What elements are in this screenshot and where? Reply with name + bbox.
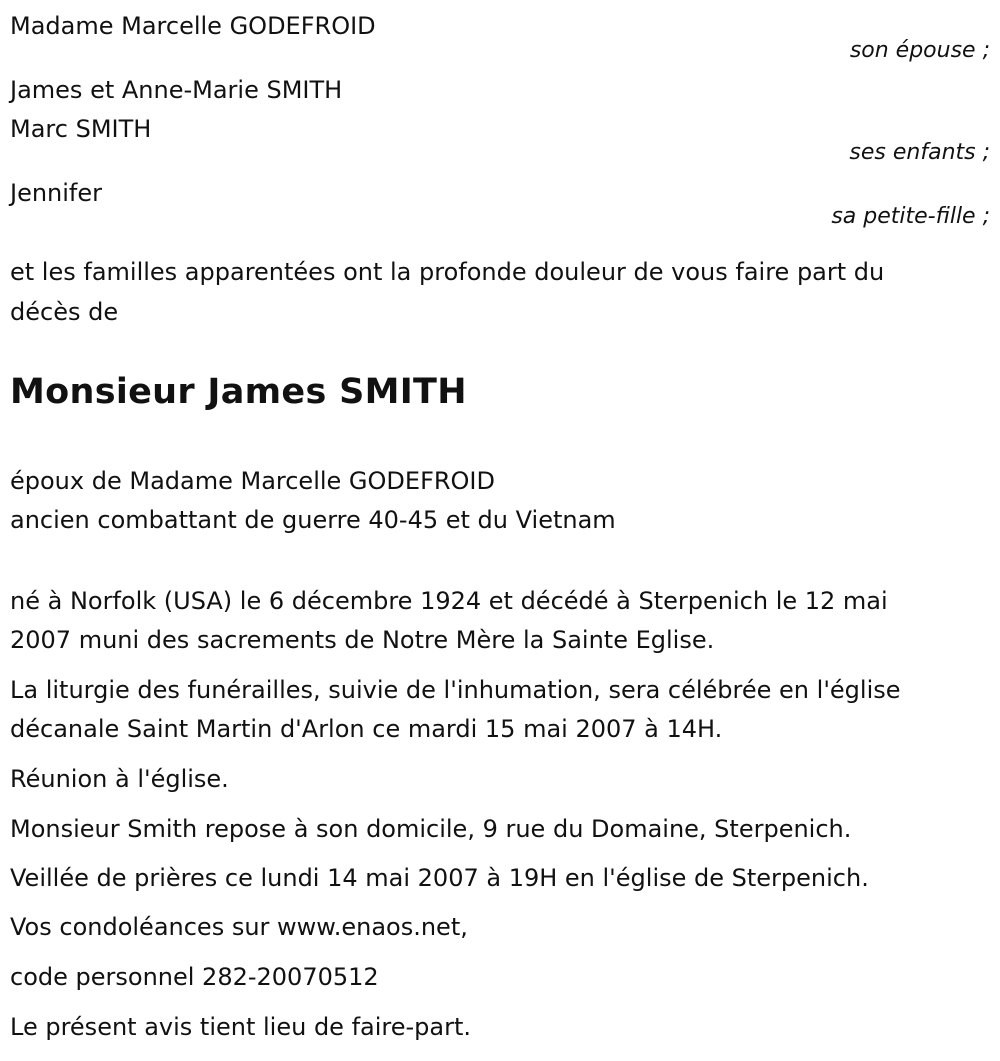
condolences-line: Vos condoléances sur www.enaos.net, (10, 913, 468, 941)
children-role: ses enfants ; (849, 140, 990, 165)
child-name-1: James et Anne-Marie SMITH (10, 76, 343, 104)
deceased-detail-1: époux de Madame Marcelle GODEFROID (10, 467, 495, 495)
grandchild-role: sa petite-fille ; (831, 204, 990, 229)
spouse-name: Madame Marcelle GODEFROID (10, 12, 376, 40)
birth-death-line-1: né à Norfolk (USA) le 6 décembre 1924 et décédé à Sterpenich le 12 mai (10, 587, 888, 615)
meeting-line: Réunion à l'église. (10, 765, 229, 793)
funeral-line-1: La liturgie des funérailles, suivie de l'inhumation, sera célébrée en l'église (10, 676, 901, 704)
deceased-detail-2: ancien combattant de guerre 40-45 et du Vietnam (10, 506, 616, 534)
grandchild-name: Jennifer (10, 179, 103, 207)
funeral-line-2: décanale Saint Martin d'Arlon ce mardi 15 mai 2007 à 14H. (10, 715, 723, 743)
birth-death-line-2: 2007 muni des sacrements de Notre Mère la Sainte Eglise. (10, 626, 715, 654)
personal-code-line: code personnel 282-20070512 (10, 963, 379, 991)
notice-line: Le présent avis tient lieu de faire-part. (10, 1013, 472, 1041)
vigil-line: Veillée de prières ce lundi 14 mai 2007 à 19H en l'église de Sterpenich. (10, 864, 869, 892)
announcement-line-2: décès de (10, 298, 119, 326)
announcement-line-1: et les familles apparentées ont la profonde douleur de vous faire part du (10, 258, 885, 286)
spouse-role: son épouse ; (849, 38, 990, 63)
rest-line: Monsieur Smith repose à son domicile, 9 rue du Domaine, Sterpenich. (10, 815, 852, 843)
deceased-name: Monsieur James SMITH (10, 372, 467, 412)
child-name-2: Marc SMITH (10, 115, 152, 143)
